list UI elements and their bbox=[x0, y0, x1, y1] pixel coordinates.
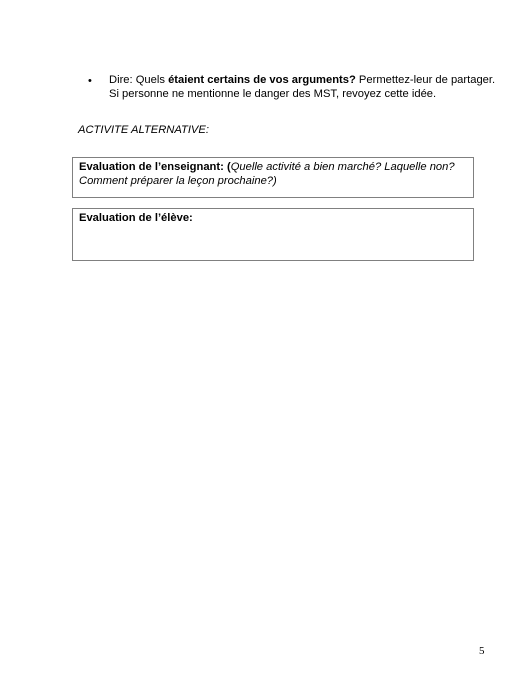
bullet-prefix: Dire: Quels bbox=[109, 74, 169, 86]
teacher-evaluation-question-1: Quelle activité a bien marché? Laquelle non? bbox=[230, 161, 455, 173]
teacher-evaluation-box bbox=[72, 157, 474, 198]
bullet-rest: Permettez-leur de partager. bbox=[355, 74, 496, 86]
bullet-bold-question: étaient certains de vos arguments? bbox=[168, 74, 356, 86]
teacher-evaluation-question-2: Comment préparer la leçon prochaine?) bbox=[79, 175, 277, 187]
student-evaluation-label: Evaluation de l’élève: bbox=[79, 212, 193, 224]
bullet-line2: Si personne ne mentionne le danger des MST, revoyez cette idée. bbox=[109, 88, 437, 100]
student-evaluation-box bbox=[72, 208, 474, 261]
alternative-activity-heading: ACTIVITE ALTERNATIVE: bbox=[78, 124, 209, 136]
bullet-dot-icon: • bbox=[88, 75, 92, 87]
bullet-text bbox=[109, 73, 509, 101]
page-number: 5 bbox=[479, 645, 485, 657]
teacher-evaluation-label: Evaluation de l’enseignant: ( bbox=[79, 161, 231, 173]
